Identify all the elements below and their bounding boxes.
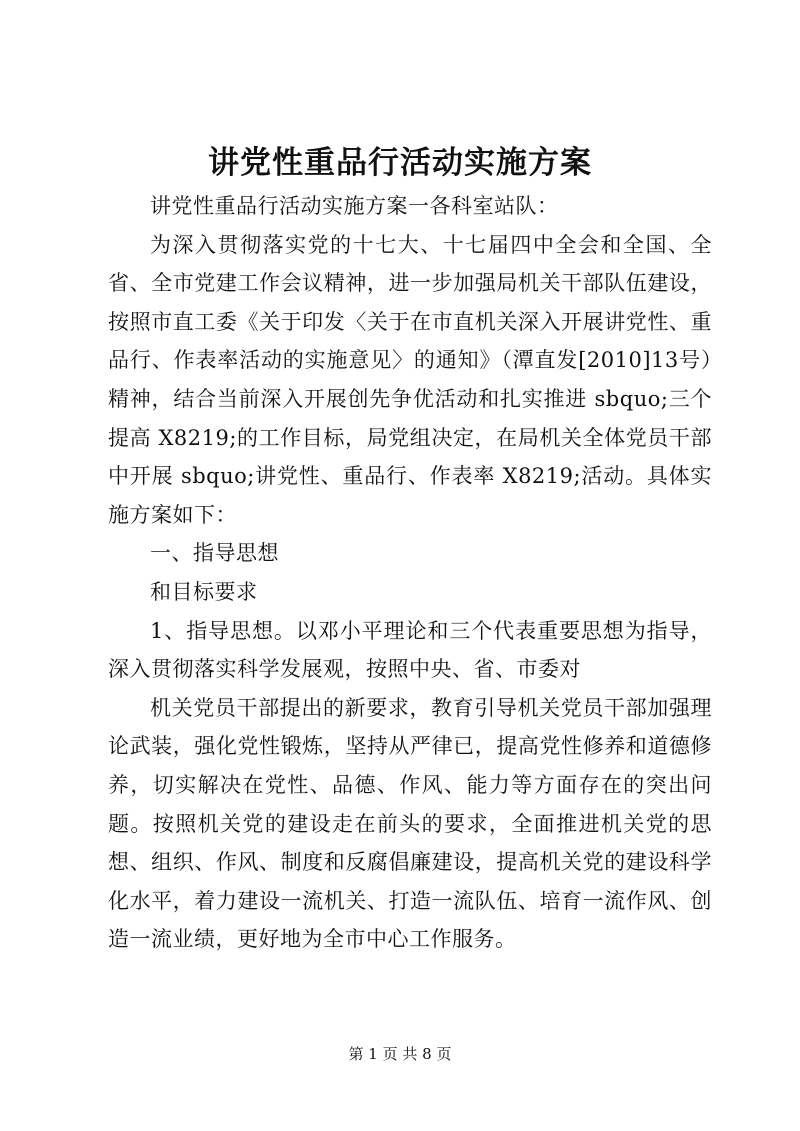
guiding-thought-paragraph: 1、指导思想。以邓小平理论和三个代表重要思想为指导，深入贯彻落实科学发展观，按照中央、省、市委对 bbox=[108, 618, 712, 682]
section-heading-goals: 和目标要求 bbox=[150, 579, 258, 604]
salutation-paragraph: 讲党性重品行活动实施方案一各科室站队： bbox=[150, 194, 559, 218]
document-body bbox=[108, 187, 712, 959]
requirements-paragraph: 机关党员干部提出的新要求，教育引导机关党员干部加强理论武装，强化党性锻炼，坚持从严律已，提高党性修养和道德修养，切实解决在党性、品德、作风、能力等方面存在的突出问题。按照机关党的建设走在前头的要求，全面推进机关党的思想、组织、作风、制度和反腐倡廉建设，提高机关党的建设科学化水平，着力建设一流机关、打造一流队伍、培育一流作风、创造一流业绩，更好地为全市中心工作服务。 bbox=[108, 695, 712, 952]
page-title: 讲党性重品行活动实施方案 bbox=[208, 145, 592, 181]
section-heading-guiding-thought: 一、指导思想 bbox=[150, 541, 279, 566]
intro-paragraph: 为深入贯彻落实党的十七大、十七届四中全会和全国、全省、全市党建工作会议精神，进一步加强局机关干部队伍建设，按照市直工委《关于印发〈关于在市直机关深入开展讲党性、重品行、作表率活动的实施意见〉的通知》（潭直发[2010]13号）精神，结合当前深入开展创先争优活动和扎实推进 sbquo;三个提高 X8219;的工作目标，局党组决定，在局机关全体党员干部中开展 sbquo;讲党性、重品行、作表率 X8219;活动。具体实施方案如下： bbox=[108, 232, 712, 527]
page-number-footer: 第 1 页 共 8 页 bbox=[348, 1045, 452, 1063]
